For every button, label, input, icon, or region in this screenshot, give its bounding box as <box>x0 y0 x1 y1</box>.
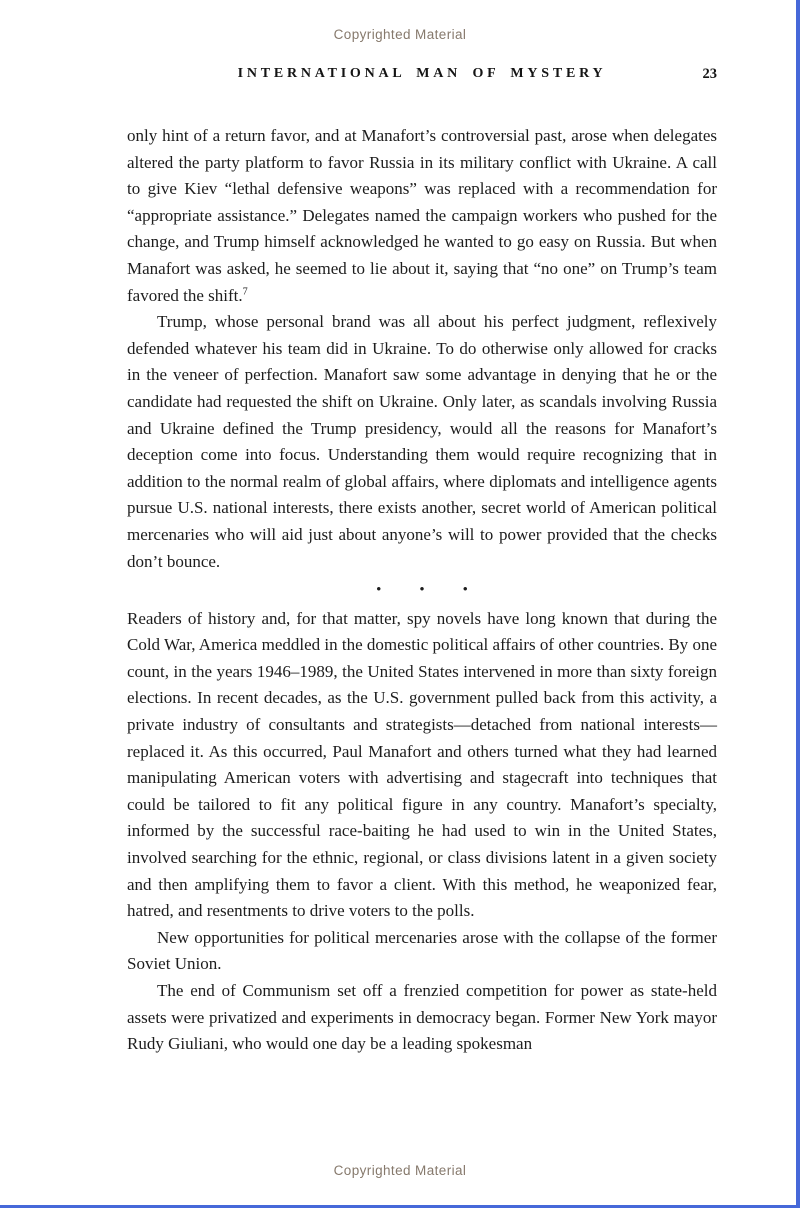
page-number: 23 <box>702 66 717 82</box>
section-break-bullet: • <box>376 582 382 599</box>
paragraph: The end of Communism set off a frenzied competition for power as state-held assets were privatized and experiments in democracy began. Former New York mayor Rudy Giuliani, who would one day be a leading spokesman <box>127 981 717 1054</box>
section-break-bullet: • <box>462 582 468 599</box>
chapter-title: INTERNATIONAL MAN OF MYSTERY <box>237 66 607 81</box>
paragraph: New opportunities for political mercenaries arose with the collapse of the former Soviet Union. <box>127 927 717 974</box>
footnote-ref: 7 <box>242 285 248 297</box>
paragraph: Readers of history and, for that matter, spy novels have long known that during the Cold War, America meddled in the domestic political affairs of other countries. By one count, in the years 1946–1989, the United States intervened in more than sixty foreign elections. In recent decades, as the U.S. government pulled back from this activity, a private industry of consultants and strategists—detached from national interests—replaced it. As this occurred, Paul Manafort and others turned what they had learned manipulating American voters with advertising and stagecraft into techniques that could be tailored to fit any political figure in any country. Manafort’s specialty, informed by the successful race-baiting he had used to win in the United States, involved searching for the ethnic, regional, or class divisions latent in a given society and then amplifying them to favor a client. With this method, he weaponized fear, hatred, and resentments to drive voters to the polls. <box>127 608 717 921</box>
body-text <box>127 123 717 1058</box>
copyright-notice-top: Copyrighted Material <box>333 27 467 42</box>
running-head <box>127 66 717 86</box>
paragraph: Trump, whose personal brand was all about his perfect judgment, reflexively defended whatever his team did in Ukraine. To do otherwise only allowed for cracks in the veneer of perfection. Manafort saw some advantage in denying that he or the candidate had requested the shift on Ukraine. Only later, as scandals involving Russia and Ukraine defined the Trump presidency, would all the reasons for Manafort’s deception come into focus. Understanding them would require recognizing that in addition to the normal realm of global affairs, where diplomats and intelligence agents pursue U.S. national interests, there exists another, secret world of American political mercenaries who will aid just about anyone’s will to power provided that the checks don’t bounce. <box>127 312 717 571</box>
section-break <box>127 575 717 606</box>
section-break-bullet: • <box>419 582 425 599</box>
paragraph: only hint of a return favor, and at Manafort’s controversial past, arose when delegates altered the party platform to favor Russia in its military conflict with Ukraine. A call to give Kiev “lethal defensive weapons” was replaced with a recommendation for “appropriate assistance.” Delegates named the campaign workers who pushed for the change, and Trump himself acknowledged he wanted to go easy on Russia. But when Manafort was asked, he seemed to lie about it, saying that “no one” on Trump’s team favored the shift.$^7$ <box>127 126 717 305</box>
preview-border-right <box>796 0 800 1208</box>
copyright-notice-bottom: Copyrighted Material <box>333 1163 467 1178</box>
